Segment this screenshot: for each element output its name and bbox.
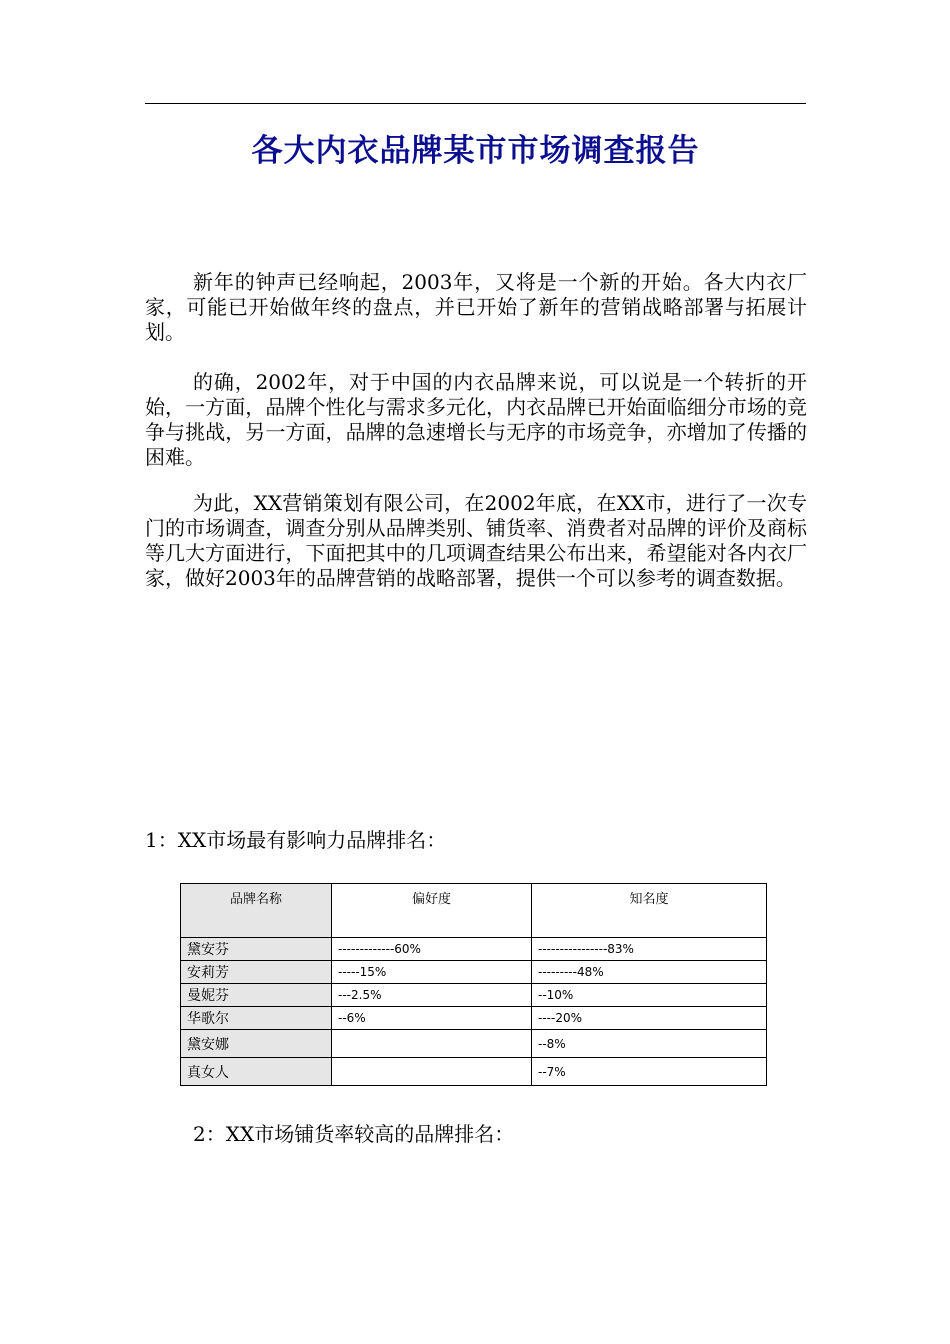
brand-name-cell: 黛安芬 [181,938,332,961]
paragraph-2: 的确，2002年，对于中国的内衣品牌来说，可以说是一个转折的开始，一方面，品牌个性化与需求多元化，内衣品牌已开始面临细分市场的竞争与挑战，另一方面，品牌的急速增长与无序的市场竞争，亦增加了传播的困难。 [145,370,807,469]
preference-cell: ---2.5% [332,984,532,1007]
header-awareness: 知名度 [532,884,767,938]
awareness-cell: ---------48% [532,961,767,984]
paragraph-3: 为此，XX营销策划有限公司，在2002年底，在XX市，进行了一次专门的市场调查，调查分别从品牌类别、铺货率、消费者对品牌的评价及商标等几大方面进行，下面把其中的几项调查结果公布出来，希望能对各内衣厂家，做好2003年的品牌营销的战略部署，提供一个可以参考的调查数据。 [145,491,807,590]
brand-name-cell: 曼妮芬 [181,984,332,1007]
preference-cell [332,1058,532,1086]
brand-name-cell: 黛安娜 [181,1030,332,1058]
header-preference: 偏好度 [332,884,532,938]
table-row [181,1007,767,1030]
brand-ranking-table [180,883,767,1086]
table-row [181,1058,767,1086]
preference-cell: --6% [332,1007,532,1030]
table-row [181,1030,767,1058]
document-title: 各大内衣品牌某市市场调查报告 [251,133,700,169]
awareness-cell: --7% [532,1058,767,1086]
table-header-row [181,884,767,938]
header-rule [145,103,806,104]
table-row [181,938,767,961]
brand-name-cell: 真女人 [181,1058,332,1086]
paragraph-1: 新年的钟声已经响起，2003年，又将是一个新的开始。各大内衣厂家，可能已开始做年终的盘点，并已开始了新年的营销战略部署与拓展计划。 [145,270,807,344]
table-row [181,961,767,984]
section-2-heading: 2：XX市场铺货率较高的品牌排名： [193,1122,515,1146]
brand-name-cell: 安莉芳 [181,961,332,984]
awareness-cell: --8% [532,1030,767,1058]
awareness-cell: ----20% [532,1007,767,1030]
section-1-heading: 1：XX市场最有影响力品牌排名： [145,828,447,852]
preference-cell: -------------60% [332,938,532,961]
header-brand-name: 品牌名称 [181,884,332,938]
preference-cell [332,1030,532,1058]
preference-cell: -----15% [332,961,532,984]
awareness-cell: --10% [532,984,767,1007]
brand-name-cell: 华歌尔 [181,1007,332,1030]
table-row [181,984,767,1007]
awareness-cell: ----------------83% [532,938,767,961]
